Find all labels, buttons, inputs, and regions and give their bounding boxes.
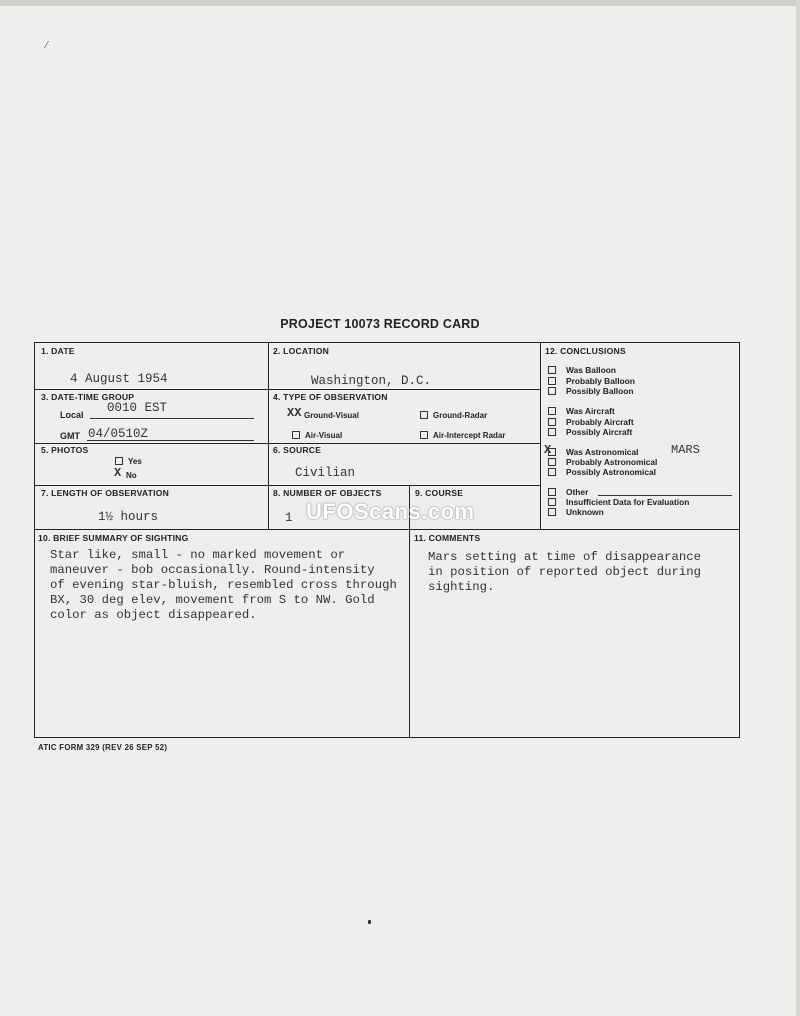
summary-line: BX, 30 deg elev, movement from S to NW. Gold <box>50 593 375 607</box>
was-astronomical-checkmark: X <box>544 443 552 457</box>
checkbox-icon <box>115 457 123 465</box>
course-label: 9. COURSE <box>415 488 464 498</box>
checkbox-icon <box>420 431 428 439</box>
checkbox-icon <box>548 458 556 466</box>
summary-line: of evening star-bluish, resembled cross through <box>50 578 397 592</box>
divider <box>268 343 269 529</box>
comments-text <box>428 550 733 595</box>
objects-value: 1 <box>285 511 293 525</box>
other-underline <box>598 495 732 496</box>
checkbox-icon <box>548 498 556 506</box>
comments-line: Mars setting at time of disappearance <box>428 550 702 564</box>
photos-no-checkmark: X <box>114 466 122 480</box>
watermark-text: UFOScans.com <box>306 499 475 524</box>
conclusion-possibly-aircraft: Possibly Aircraft <box>548 427 632 437</box>
comments-label: 11. COMMENTS <box>414 533 481 543</box>
comments-line: in position of reported object during <box>428 565 702 579</box>
divider <box>35 389 540 390</box>
checkbox-icon <box>548 407 556 415</box>
conclusion-was-balloon: Was Balloon <box>548 365 616 375</box>
option-ground-visual: Ground-Visual <box>304 411 359 420</box>
conclusions-label: 12. CONCLUSIONS <box>545 346 626 356</box>
location-value: Washington, D.C. <box>311 374 432 388</box>
photos-label: 5. PHOTOS <box>41 445 89 455</box>
local-time-value: 0010 EST <box>107 401 168 415</box>
checkbox-icon <box>548 468 556 476</box>
conclusion-was-astronomical: Was Astronomical <box>548 447 638 457</box>
divider <box>35 485 540 486</box>
checkbox-icon <box>548 448 556 456</box>
scan-speck: ⁄ <box>46 40 48 51</box>
source-value: Civilian <box>295 466 356 480</box>
checkbox-icon <box>548 488 556 496</box>
checkbox-icon <box>548 377 556 385</box>
date-time-group-label: 3. DATE-TIME GROUP <box>41 392 135 402</box>
conclusion-unknown: Unknown <box>548 507 604 517</box>
date-value: 4 August 1954 <box>70 372 168 386</box>
length-label: 7. LENGTH OF OBSERVATION <box>41 488 169 498</box>
divider <box>35 529 739 530</box>
checkbox-icon <box>548 508 556 516</box>
divider <box>540 343 541 529</box>
conclusion-possibly-balloon: Possibly Balloon <box>548 386 633 396</box>
checkbox-icon <box>420 411 428 419</box>
source-label: 6. SOURCE <box>273 445 322 455</box>
checkbox-icon <box>548 418 556 426</box>
location-label: 2. LOCATION <box>273 346 329 356</box>
page-top-edge <box>0 0 800 6</box>
summary-line: color as object disappeared. <box>50 608 257 622</box>
summary-line: Star like, small - no marked movement or <box>50 548 346 562</box>
conclusion-probably-balloon: Probably Balloon <box>548 376 635 386</box>
photos-yes: Yes <box>115 457 142 466</box>
conclusion-probably-astronomical: Probably Astronomical <box>548 457 657 467</box>
page-right-edge <box>796 0 800 1016</box>
length-value: 1½ hours <box>98 510 159 524</box>
option-air-visual: Air-Visual <box>292 431 342 440</box>
conclusion-insufficient-data: Insufficient Data for Evaluation <box>548 497 689 507</box>
conclusion-was-aircraft: Was Aircraft <box>548 406 615 416</box>
form-number: ATIC FORM 329 (REV 26 SEP 52) <box>38 743 168 752</box>
local-label: Local <box>60 410 84 420</box>
checkbox-icon <box>548 387 556 395</box>
divider <box>35 443 540 444</box>
checkbox-icon <box>548 428 556 436</box>
comments-line: sighting. <box>428 580 495 594</box>
summary-label: 10. BRIEF SUMMARY OF SIGHTING <box>38 533 189 543</box>
astronomical-note: MARS <box>671 443 700 457</box>
ground-visual-checkmark: XX <box>287 406 302 420</box>
observation-type-label: 4. TYPE OF OBSERVATION <box>273 392 388 402</box>
local-underline <box>90 418 254 419</box>
conclusion-other: Other <box>548 487 588 497</box>
objects-label: 8. NUMBER OF OBJECTS <box>273 488 382 498</box>
checkbox-icon <box>548 366 556 374</box>
photos-no: No <box>126 471 137 480</box>
gmt-label: GMT <box>60 431 80 441</box>
conclusion-possibly-astronomical: Possibly Astronomical <box>548 467 656 477</box>
summary-text <box>50 548 410 623</box>
summary-line: maneuver - bob occasionally. Round-intensity <box>50 563 375 577</box>
card-title: PROJECT 10073 RECORD CARD <box>280 317 480 331</box>
date-label: 1. DATE <box>41 346 75 356</box>
conclusion-probably-aircraft: Probably Aircraft <box>548 417 634 427</box>
gmt-time-value: 04/0510Z <box>88 427 149 441</box>
option-air-intercept-radar: Air-Intercept Radar <box>420 431 505 440</box>
checkbox-icon <box>292 431 300 439</box>
scan-speck <box>368 920 371 924</box>
option-ground-radar: Ground-Radar <box>420 411 487 420</box>
